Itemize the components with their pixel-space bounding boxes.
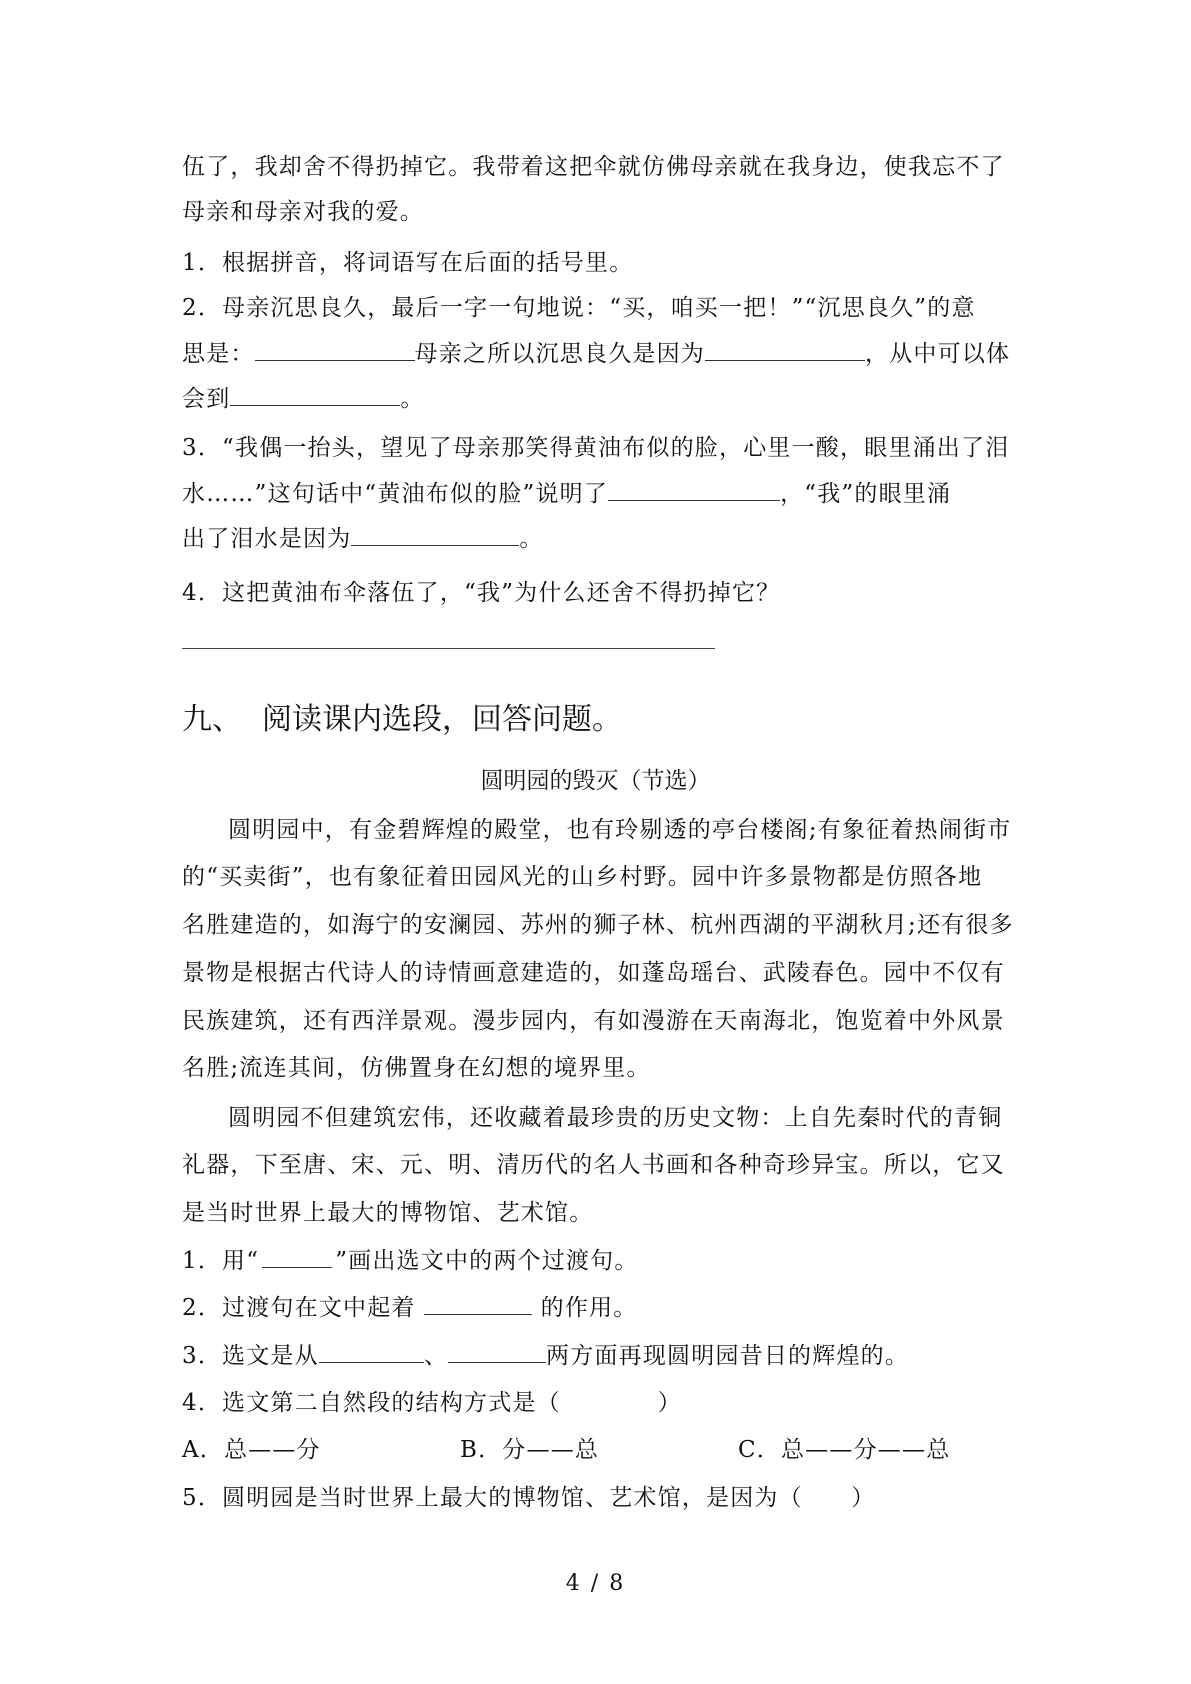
- answer-blank[interactable]: [255, 338, 415, 361]
- question-text: 出了泪水是因为: [182, 526, 352, 552]
- question-text: 3．选文是从: [182, 1343, 319, 1369]
- passage-line: 是当时世界上最大的博物馆、艺术馆。: [182, 1200, 594, 1226]
- question-4: 4．这把黄油布伞落伍了，“我”为什么还舍不得扔掉它？: [182, 580, 781, 606]
- question-3-line3: [182, 523, 1022, 554]
- question-text: 水……”这句话中“黄油布似的脸”说明了: [182, 481, 609, 507]
- passage-line: 礼器，下至唐、宋、元、明、清历代的名人书画和各种奇珍异宝。所以，它又: [182, 1152, 1005, 1178]
- passage-line: 民族建筑，还有西洋景观。漫步园内，有如漫游在天南海北，饱览着中外风景: [182, 1008, 1005, 1034]
- question-text: 两方面再现圆明园昔日的辉煌的。: [546, 1343, 910, 1369]
- option-a[interactable]: A．总——分: [182, 1437, 321, 1463]
- question-2: [182, 1292, 1022, 1323]
- question-2-line2: [182, 338, 1022, 369]
- passage-line: 圆明园中，有金碧辉煌的殿堂，也有玲剔透的亭台楼阁;有象征着热闹街市: [228, 817, 1012, 843]
- question-2-line3: [182, 383, 1022, 414]
- option-c[interactable]: C．总——分——总: [738, 1437, 951, 1463]
- question-text: 。: [400, 386, 425, 412]
- passage-line: 名胜建造的，如海宁的安澜园、苏州的狮子林、杭州西湖的平湖秋月;还有很多: [182, 912, 1014, 938]
- passage-line: 伍了，我却舍不得扔掉它。我带着这把伞就仿佛母亲就在我身边，使我忘不了: [182, 154, 1005, 180]
- question-text: 的作用。: [532, 1295, 638, 1321]
- question-text: 思是：: [182, 341, 255, 367]
- question-text: 母亲之所以沉思良久是因为: [414, 341, 706, 367]
- passage-line: 景物是根据古代诗人的诗情画意建造的，如蓬岛瑶台、武陵春色。园中不仅有: [182, 960, 1005, 986]
- question-text: ，从中可以体: [865, 341, 1011, 367]
- section-heading: [182, 700, 622, 740]
- question-text: 会到: [182, 386, 231, 412]
- answer-blank[interactable]: [608, 478, 780, 501]
- question-text: ”画出选文中的两个过渡句。: [335, 1248, 639, 1274]
- question-4-options: [182, 1435, 1022, 1465]
- answer-blank[interactable]: [351, 523, 519, 546]
- option-b[interactable]: B．分——总: [460, 1437, 600, 1463]
- answer-line[interactable]: [182, 648, 715, 649]
- question-text: 、: [423, 1343, 449, 1369]
- question-5: 5．圆明园是当时世界上最大的博物馆、艺术馆，是因为（ ）: [182, 1485, 876, 1511]
- section-title: 阅读课内选段，回答问题。: [262, 702, 622, 737]
- section-number: 九、: [182, 702, 242, 737]
- passage-line: 圆明园不但建筑宏伟，还收藏着最珍贵的历史文物：上自先秦时代的青铜: [228, 1105, 1003, 1131]
- question-text: 1．用“: [182, 1248, 260, 1274]
- question-1: 1．根据拼音，将词语写在后面的括号里。: [182, 250, 634, 276]
- answer-blank[interactable]: [424, 1292, 532, 1315]
- passage-title: 圆明园的毁灭（节选）: [480, 768, 711, 794]
- answer-blank[interactable]: [319, 1340, 424, 1363]
- answer-blank[interactable]: [230, 383, 400, 406]
- question-4: 4．选文第二自然段的结构方式是（ ）: [182, 1390, 682, 1416]
- passage-line: 的“买卖街”，也有象征着田园风光的山乡村野。园中许多景物都是仿照各地: [182, 864, 983, 890]
- question-text: ，“我”的眼里涌: [780, 481, 952, 507]
- question-3: [182, 1340, 1022, 1371]
- question-2: 2．母亲沉思良久，最后一字一句地说：“买，咱买一把！”“沉思良久”的意: [182, 295, 976, 321]
- underline-sample: [262, 1245, 332, 1268]
- page-number: 4 / 8: [565, 1571, 626, 1596]
- question-1: [182, 1245, 1022, 1276]
- question-text: 。: [519, 526, 544, 552]
- question-3: 3．“我偶一抬头，望见了母亲那笑得黄油布似的脸，心里一酸，眼里涌出了泪: [182, 435, 1010, 461]
- question-text: 2．过渡句在文中起着: [182, 1295, 425, 1321]
- answer-blank[interactable]: [705, 338, 865, 361]
- answer-blank[interactable]: [448, 1340, 546, 1363]
- passage-line: 母亲和母亲对我的爱。: [182, 199, 424, 225]
- passage-line: 名胜;流连其间，仿佛置身在幻想的境界里。: [182, 1055, 651, 1081]
- question-3-line2: [182, 478, 1022, 509]
